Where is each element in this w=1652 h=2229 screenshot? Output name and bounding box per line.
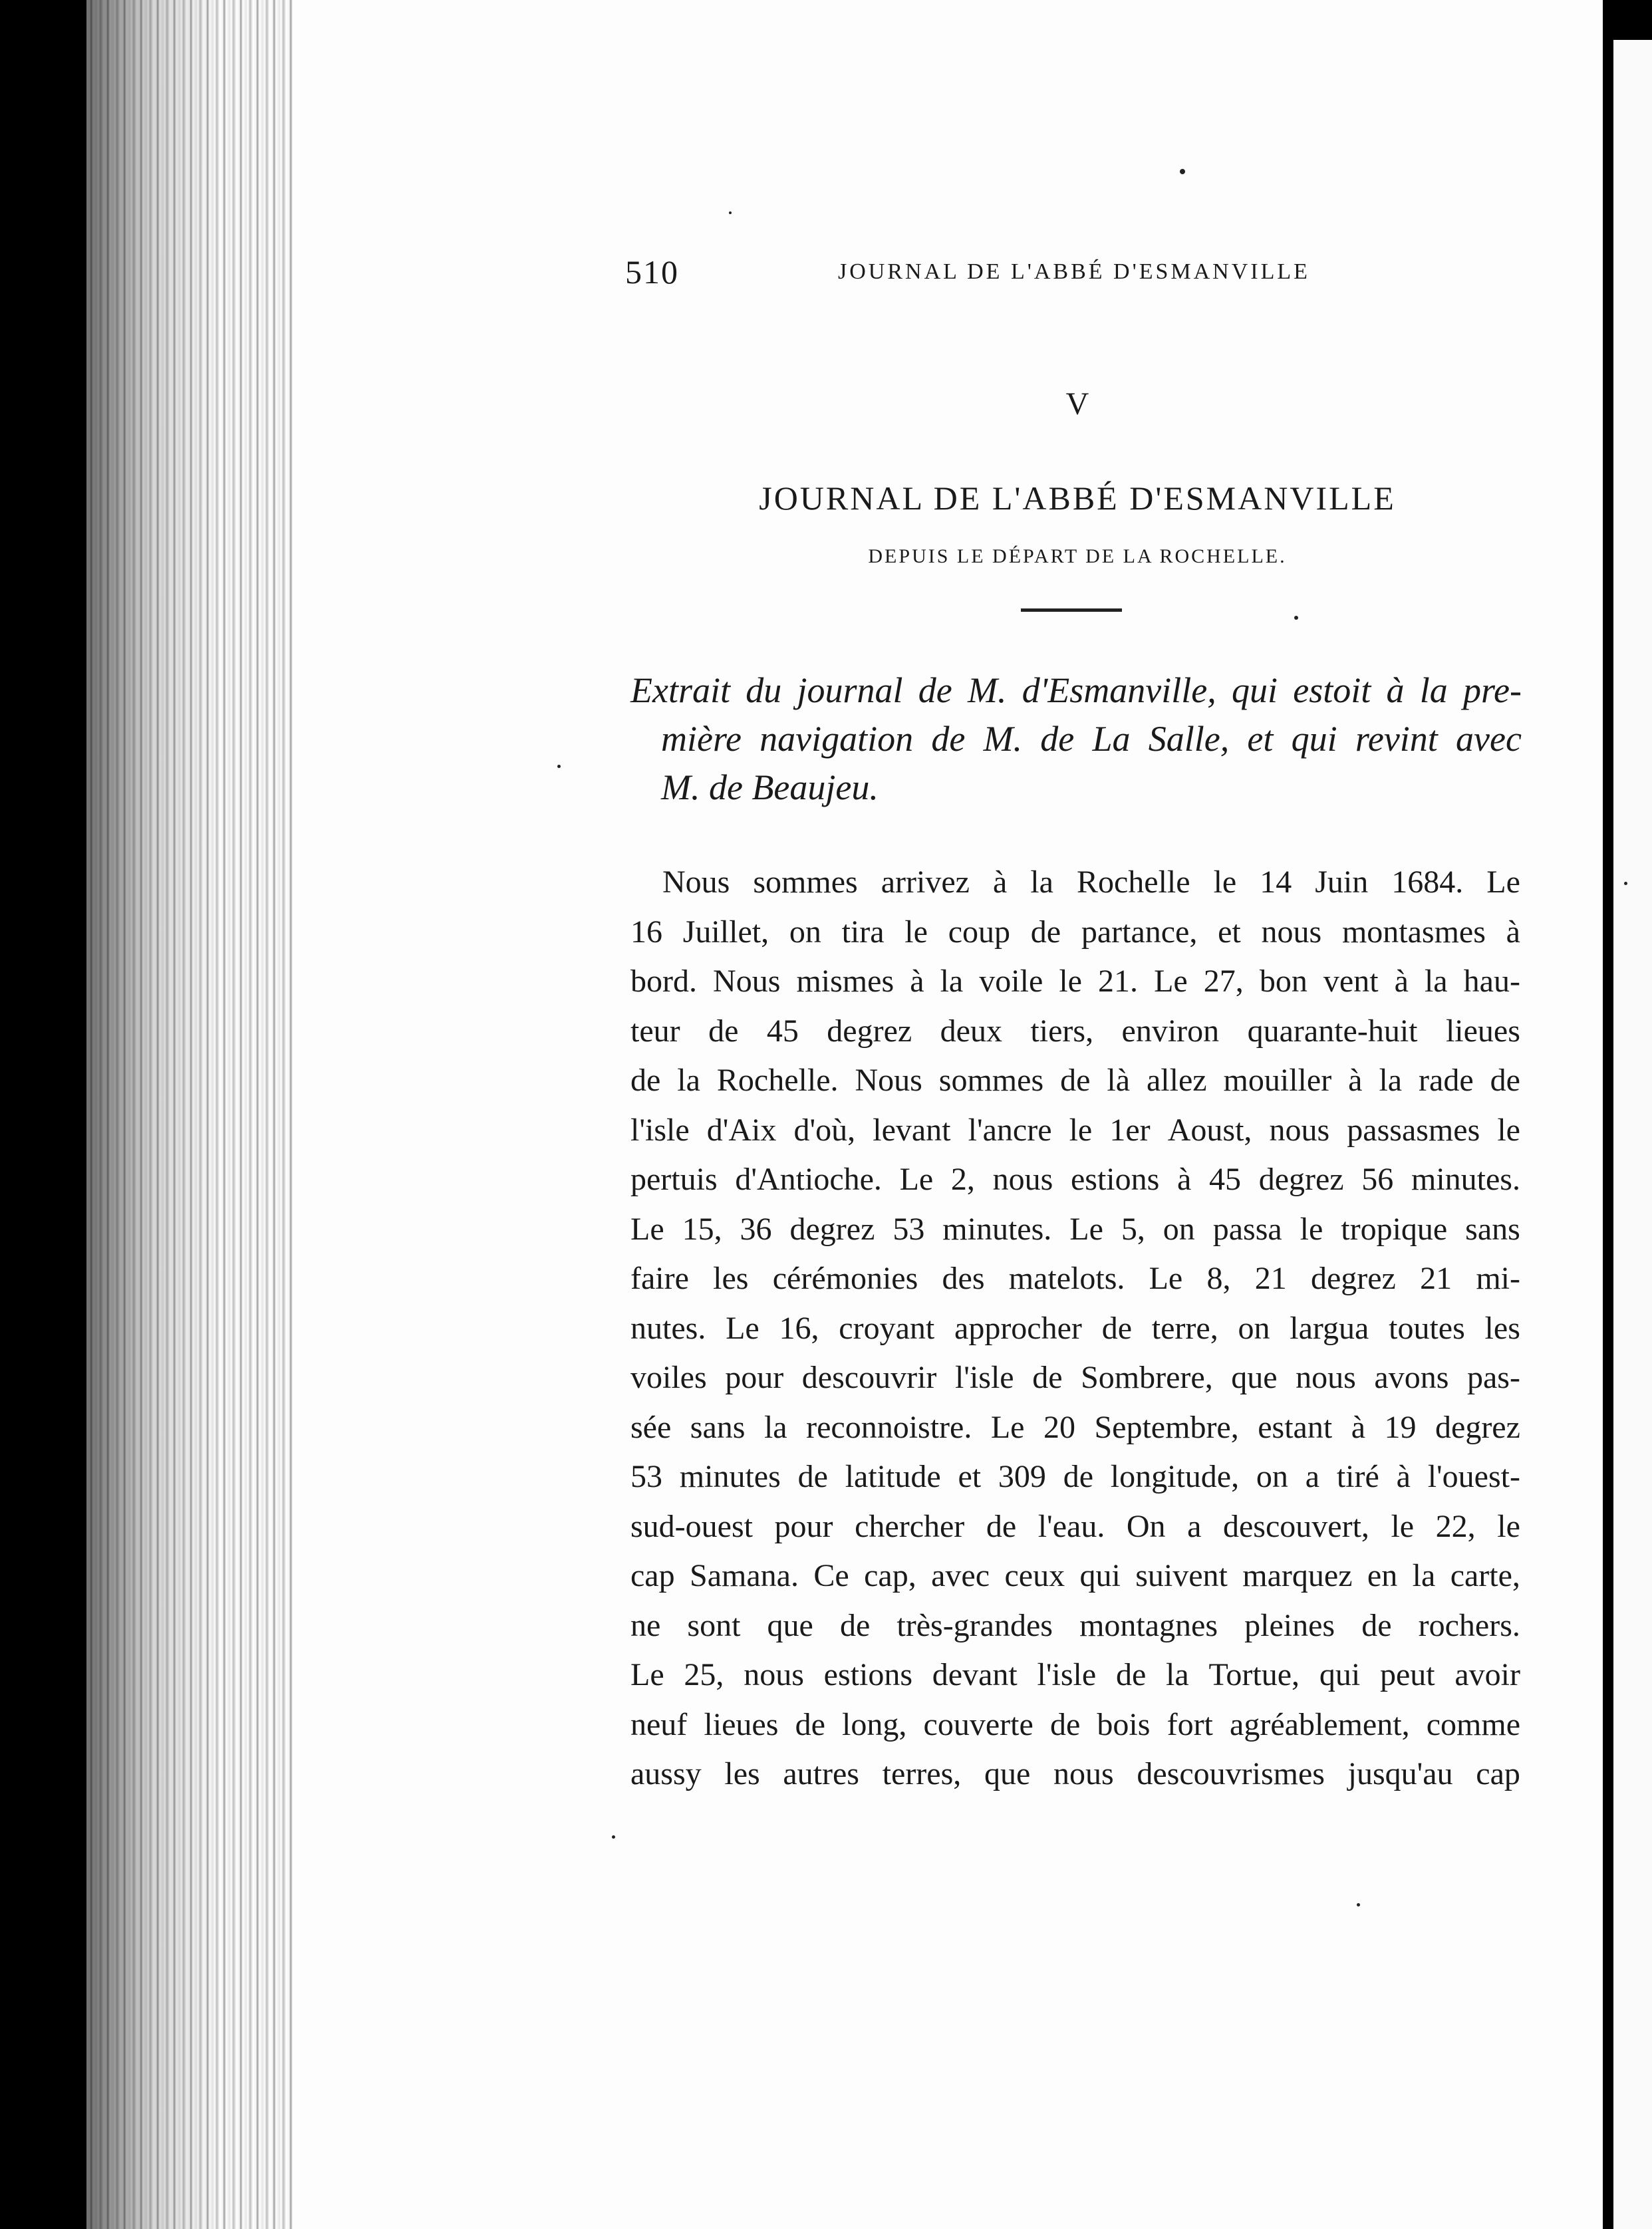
running-head <box>625 253 1516 306</box>
intro-paragraph <box>630 666 1522 812</box>
body-line: aussy les autres terres, que nous descouvrismes jusqu'au cap <box>630 1756 1520 1791</box>
body-line: bord. Nous mismes à la voile le 21. Le 27, bon vent à la hau- <box>630 964 1520 999</box>
page-number: 510 <box>625 253 679 291</box>
body-line: 53 minutes de latitude et 309 de longitude, on a tiré à l'ouest- <box>630 1459 1520 1494</box>
ink-speck <box>1357 1903 1360 1906</box>
intro-line: mière navigation de M. de La Salle, et qui revint avec <box>661 719 1522 759</box>
title-rule <box>1021 608 1122 612</box>
ink-speck <box>557 765 561 768</box>
body-line: l'isle d'Aix d'où, levant l'ancre le 1er Aoust, nous passasmes le <box>630 1112 1520 1148</box>
chapter-title: JOURNAL DE L'ABBÉ D'ESMANVILLE <box>759 479 1396 517</box>
body-line: nutes. Le 16, croyant approcher de terre, on largua toutes les <box>630 1310 1520 1346</box>
body-line: de la Rochelle. Nous sommes de là allez mouiller à la rade de <box>630 1063 1520 1098</box>
running-title: JOURNAL DE L'ABBÉ D'ESMANVILLE <box>838 259 1310 284</box>
ink-speck <box>612 1835 615 1839</box>
body-line: voiles pour descouvrir l'isle de Sombrere, que nous avons pas- <box>630 1360 1520 1395</box>
body-line: ne sont que de très-grandes montagnes pleines de rochers. <box>630 1607 1520 1643</box>
body-line: teur de 45 degrez deux tiers, environ quarante-huit lieues <box>630 1013 1520 1049</box>
body-line: sée sans la reconnoistre. Le 20 Septembre, estant à 19 degrez <box>630 1409 1520 1445</box>
body-line: Le 15, 36 degrez 53 minutes. Le 5, on passa le tropique sans <box>630 1211 1520 1247</box>
intro-line: M. de Beaujeu. <box>661 767 879 807</box>
body-line: faire les cérémonies des matelots. Le 8, 21 degrez 21 mi- <box>630 1261 1520 1296</box>
section-number: V <box>1065 386 1089 422</box>
body-paragraph <box>630 858 1520 1799</box>
body-line: sud-ouest pour chercher de l'eau. On a descouvert, le 22, le <box>630 1508 1520 1544</box>
body-line: neuf lieues de long, couverte de bois fort agréablement, comme <box>630 1706 1520 1742</box>
ink-speck <box>1180 169 1185 174</box>
body-line: Le 25, nous estions devant l'isle de la Tortue, qui peut avoir <box>630 1657 1520 1692</box>
edge-shadow <box>86 0 219 2229</box>
body-line: Nous sommes arrivez à la Rochelle le 14 Juin 1684. Le <box>662 864 1520 900</box>
body-line: pertuis d'Antioche. Le 2, nous estions à 45 degrez 56 minutes. <box>630 1162 1520 1197</box>
ink-speck <box>729 211 732 214</box>
ink-speck <box>1294 616 1298 620</box>
intro-line: Extrait du journal de M. d'Esmanville, qui estoit à la pre- <box>630 670 1522 710</box>
body-line: 16 Juillet, on tira le coup de partance, et nous montasmes à <box>630 914 1520 950</box>
ink-speck <box>1624 882 1627 885</box>
chapter-subtitle: DEPUIS LE DÉPART DE LA ROCHELLE. <box>868 545 1287 567</box>
body-line: cap Samana. Ce cap, avec ceux qui suivent marquez en la carte, <box>630 1558 1520 1593</box>
facing-page-edge <box>1613 40 1652 2229</box>
